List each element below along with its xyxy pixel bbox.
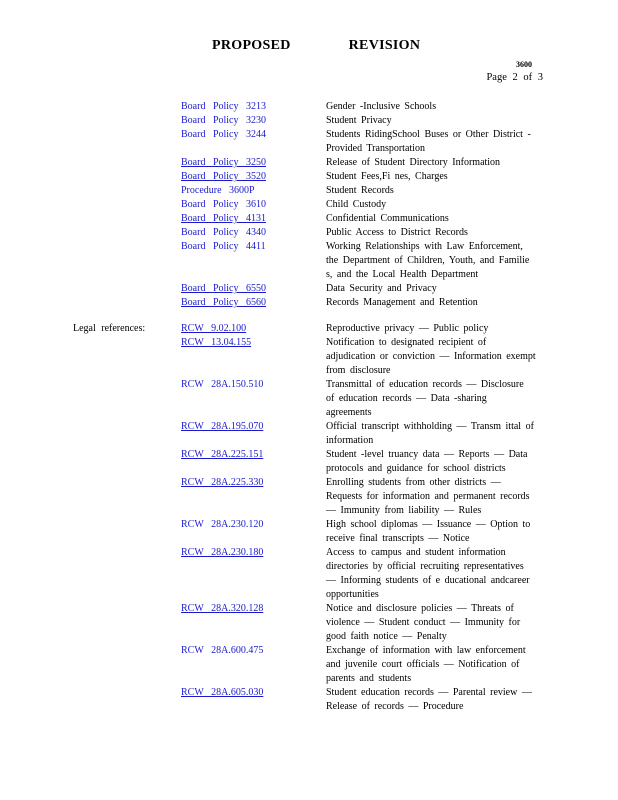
- legal-reference-row: [0, 546, 618, 602]
- rcw-link[interactable]: RCW 28A.195.070: [181, 421, 264, 432]
- policy-row: [0, 156, 618, 170]
- section-gap: [0, 310, 618, 322]
- rcw-link[interactable]: RCW 28A.320.128: [181, 603, 264, 614]
- policy-row: [0, 240, 618, 282]
- rcw-description: Exchange of information with law enforcement and juvenile court officials — Notification of parents and students: [326, 645, 526, 684]
- policy-description: Child Custody: [326, 199, 387, 210]
- rcw-link: RCW 28A.230.120: [181, 519, 264, 530]
- policy-description: Student Fees,Fi nes, Charges: [326, 171, 448, 182]
- rcw-link[interactable]: RCW 28A.230.180: [181, 547, 264, 558]
- legal-reference-row: [0, 476, 618, 518]
- rcw-link[interactable]: RCW 28A.225.151: [181, 449, 264, 460]
- policy-row: [0, 296, 618, 310]
- rcw-link: RCW 28A.600.475: [181, 645, 264, 656]
- legal-reference-row: [0, 518, 618, 546]
- policy-row: [0, 198, 618, 212]
- legal-references-label: Legal references:: [73, 323, 146, 334]
- document-title: [212, 38, 420, 54]
- policy-row: [0, 128, 618, 156]
- title-word-proposed: PROPOSED: [212, 38, 291, 53]
- policy-code: 3600: [516, 60, 532, 69]
- policy-row: [0, 100, 618, 114]
- rcw-description: High school diplomas — Issuance — Option to receive final transcripts — Notice: [326, 519, 531, 544]
- policy-link[interactable]: Board Policy 3230: [181, 115, 266, 126]
- rcw-link[interactable]: RCW 28A.605.030: [181, 687, 264, 698]
- legal-reference-row: [0, 322, 618, 336]
- rcw-description: Official transcript withholding — Transm ittal of information: [326, 421, 534, 446]
- policy-description: Gender -Inclusive Schools: [326, 101, 437, 112]
- policy-row: [0, 226, 618, 240]
- legal-reference-row: [0, 420, 618, 448]
- legal-reference-row: [0, 644, 618, 686]
- policy-link[interactable]: Board Policy 4131: [181, 213, 266, 224]
- rcw-description: Enrolling students from other districts — Requests for information and permanent records — Immunity from liability — Rules: [326, 477, 530, 516]
- policy-description: Release of Student Directory Information: [326, 157, 501, 168]
- rcw-description: Transmittal of education records — Disclosure of education records — Data -sharing agreements: [326, 379, 524, 418]
- policy-link[interactable]: Board Policy 3244: [181, 129, 266, 140]
- policy-link[interactable]: Board Policy 3520: [181, 171, 266, 182]
- policy-link[interactable]: Board Policy 6560: [181, 297, 266, 308]
- rcw-description: Notification to designated recipient of adjudication or conviction — Information exempt from disclosure: [326, 337, 536, 376]
- policy-description: Records Management and Retention: [326, 297, 478, 308]
- policy-link[interactable]: Board Policy 4411: [181, 241, 266, 252]
- policy-description: Working Relationships with Law Enforcement, the Department of Children, Youth, and Familie s, and the Local Health Department: [326, 241, 530, 280]
- policy-description: Students RidingSchool Buses or Other District -Provided Transportation: [326, 129, 531, 154]
- rcw-link[interactable]: RCW 28A.225.330: [181, 477, 264, 488]
- policy-row: [0, 184, 618, 198]
- legal-reference-row: [0, 686, 618, 714]
- policy-description: Data Security and Privacy: [326, 283, 437, 294]
- policy-link[interactable]: Board Policy 6550: [181, 283, 266, 294]
- policy-description: Confidential Communications: [326, 213, 449, 224]
- legal-reference-row: [0, 336, 618, 378]
- page-number: Page 2 of 3: [486, 72, 543, 83]
- legal-reference-row: [0, 448, 618, 476]
- rcw-link[interactable]: RCW 9.02.100: [181, 323, 247, 334]
- rcw-link[interactable]: RCW 13.04.155: [181, 337, 252, 348]
- references-list: [0, 100, 618, 714]
- policy-description: Public Access to District Records: [326, 227, 468, 238]
- policy-link[interactable]: Board Policy 3250: [181, 157, 266, 168]
- policy-link[interactable]: Board Policy 3213: [181, 101, 266, 112]
- policy-description: Student Records: [326, 185, 394, 196]
- legal-reference-row: [0, 602, 618, 644]
- rcw-description: Student education records — Parental review — Release of records — Procedure: [326, 687, 532, 712]
- rcw-description: Notice and disclosure policies — Threats of violence — Student conduct — Immunity for good faith notice — Penalty: [326, 603, 521, 642]
- legal-reference-row: [0, 378, 618, 420]
- policy-link[interactable]: Procedure 3600P: [181, 185, 255, 196]
- policy-row: [0, 212, 618, 226]
- policy-link[interactable]: Board Policy 4340: [181, 227, 266, 238]
- rcw-description: Student -level truancy data — Reports — Data protocols and guidance for school districts: [326, 449, 528, 474]
- title-word-revision: REVISION: [348, 38, 421, 53]
- rcw-description: Access to campus and student information directories by official recruiting representatives — Informing students of e ducational andcareer opportunities: [326, 547, 530, 600]
- policy-description: Student Privacy: [326, 115, 392, 126]
- policy-row: [0, 170, 618, 184]
- rcw-description: Reproductive privacy — Public policy: [326, 323, 489, 334]
- rcw-link: RCW 28A.150.510: [181, 379, 264, 390]
- policy-link[interactable]: Board Policy 3610: [181, 199, 266, 210]
- policy-row: [0, 282, 618, 296]
- policy-row: [0, 114, 618, 128]
